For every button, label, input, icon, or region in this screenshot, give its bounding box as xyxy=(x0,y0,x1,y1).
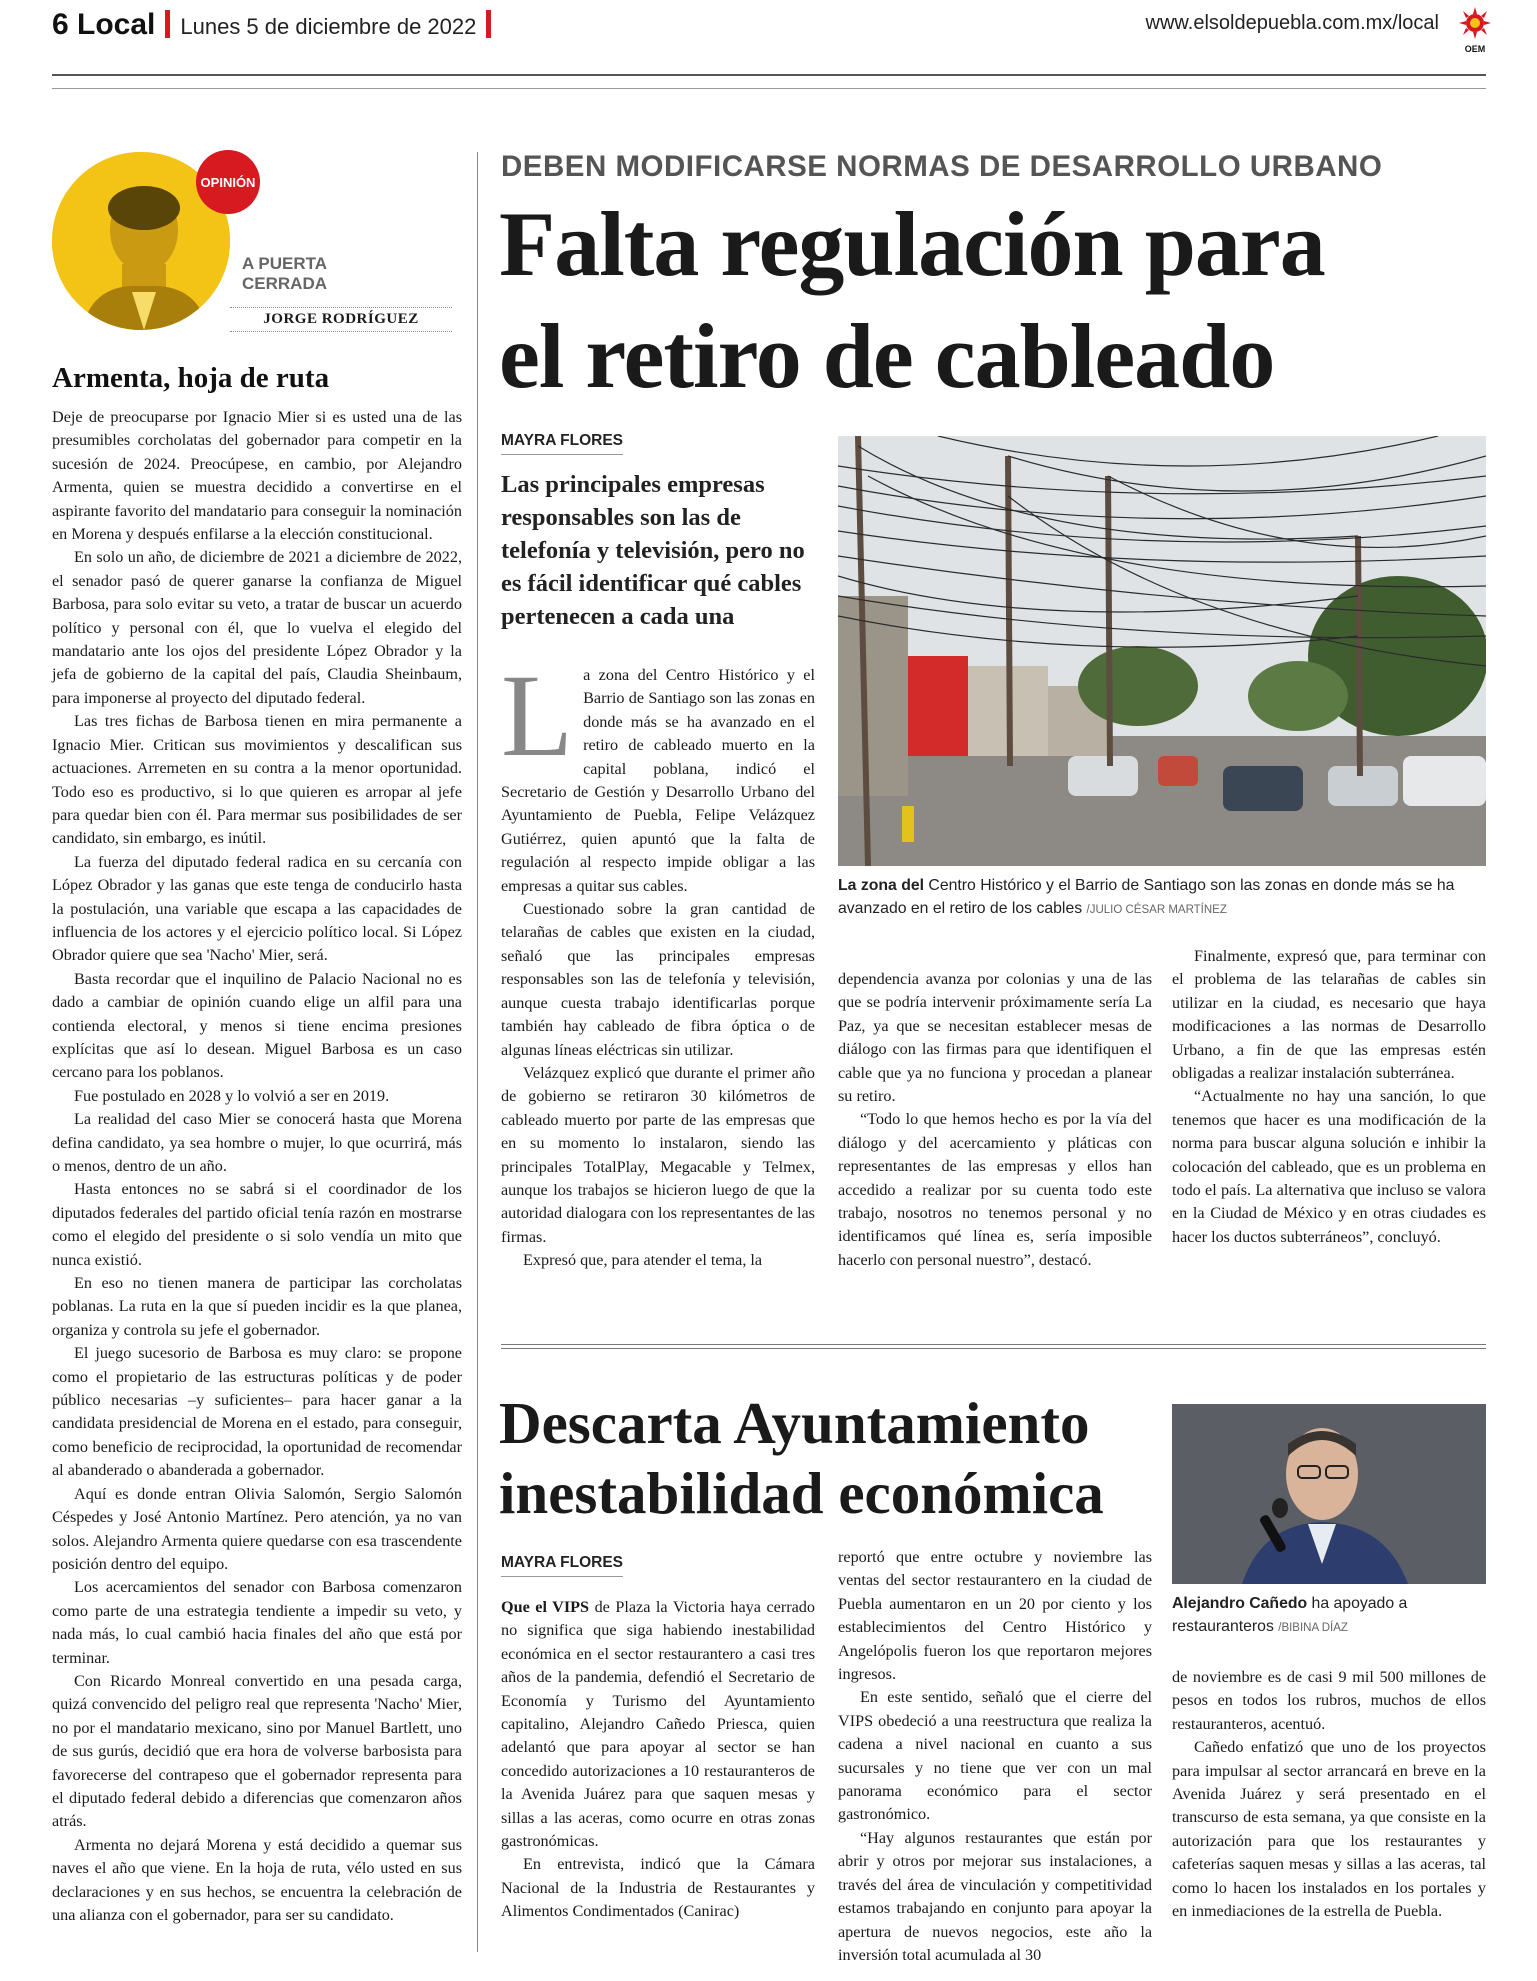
logo-text: OEM xyxy=(1464,44,1486,54)
caption-text: ha apoyado a restauranteros xyxy=(1172,1595,1408,1635)
article1-paragraph: Velázquez explicó que durante el primer año de gobierno se retiraron 30 kilómetros de cableado muerto por parte de las empresas que en su momento lo instalaron, siendo las principales TotalPlay, Megacable y Telmex, aunque los trabajos se hicieron luego de que la autoridad dialogara con los representantes de las firmas. xyxy=(501,1063,815,1246)
article2-column-2 xyxy=(838,1546,1152,1967)
canedo-photo xyxy=(1172,1404,1486,1584)
article1-column-3 xyxy=(1172,945,1486,1249)
article2-caption xyxy=(1172,1592,1486,1640)
opinion-badge: OPINIÓN xyxy=(196,150,260,214)
red-divider xyxy=(486,10,491,38)
article1-author: MAYRA FLORES xyxy=(501,432,623,455)
opinion-paragraph: Fue postulado en 2028 y lo volvió a ser en 2019. xyxy=(74,1086,390,1105)
article1-lead-paragraph xyxy=(501,650,815,898)
site-url[interactable]: www.elsoldepuebla.com.mx/local xyxy=(1145,12,1439,34)
opinion-paragraph: Aquí es donde entran Olivia Salomón, Sergio Salomón Céspedes y José Antonio Martínez. Pero atención, ya no van solos. Alejandro Armenta quiere quedarse con esa trascendente posición dentro del equipo. xyxy=(52,1484,462,1573)
article2-paragraph: En este sentido, señaló que el cierre del VIPS obedeció a una reestructura que realiza la cadena a nivel nacional en cuanto a sus sucursales y no tiene que ver con un mal panorama económico para el sector gastronómico. xyxy=(838,1688,1152,1824)
columnist-byline: JORGE RODRÍGUEZ xyxy=(230,307,452,332)
article1-lead-text: a zona del Centro Histórico y el Barrio de Santiago son las zonas en donde más se ha avanzado en el retiro de cableado muerto en la capital poblana, indicó el Secretario de Gestión y Desarrollo Urbano del Ayuntamiento de Puebla, Felipe Velázquez Gutiérrez, quien apuntó que la falta de regulación al respecto impide obligar a las empresas a quitar sus cables. xyxy=(501,666,815,895)
article2-paragraph: “Hay algunos restaurantes que están por abrir y otros por mejorar sus instalaciones, a través del área de vinculación y competitividad estamos trabajando en conjunto para apoyar la apertura de nuevos negocios, este año la inversión total acumulada al 30 xyxy=(838,1828,1152,1964)
opinion-body xyxy=(52,406,462,1927)
article1-paragraph: Finalmente, expresó que, para terminar con el problema de las telarañas de cables sin utilizar en la ciudad, es necesario que haya modificaciones a las normas de Desarrollo Urbano, a fin de que las empresas estén obligadas a realizar instalación subterránea. xyxy=(1172,947,1486,1083)
opinion-paragraph: Armenta no dejará Morena y está decidido a quemar sus naves el año que viene. En la hoja de ruta, vélo usted en sus declaraciones y en sus hechos, se encuentra la celebración de una alianza con el gobernador, para ser su candidato. xyxy=(52,1835,462,1924)
caption-lead: Alejandro Cañedo xyxy=(1172,1595,1308,1612)
section-separator xyxy=(501,1344,1486,1349)
article1-paragraph: “Todo lo que hemos hecho es por la vía del diálogo y del acercamiento y pláticas con representantes de las empresas y ellos han accedido a realizar por su cuenta todo este trabajo, nosotros no tenemos personal y no identificamos qué línea es, sería imposible hacerlo con personal nuestro”, destacó. xyxy=(838,1110,1152,1269)
column-name-line-2: CERRADA xyxy=(242,274,327,293)
photo-credit: /JULIO CÉSAR MARTÍNEZ xyxy=(1086,904,1227,916)
opinion-title: Armenta, hoja de ruta xyxy=(52,362,330,394)
opinion-paragraph: Las tres fichas de Barbosa tienen en mira permanente a Ignacio Mier. Critican sus movimientos y descalifican sus actuaciones. Arremeten en su contra a la menor oportunidad. Todo eso es productivo, si lo que quieren es arropar al jefe para quedar bien con él. Para mermar sus posibilidades de ser candidato, sin embargo, es inútil. xyxy=(52,712,462,848)
sun-logo-icon xyxy=(1455,6,1495,54)
page-header-left xyxy=(52,6,501,42)
article1-headline xyxy=(499,188,1325,412)
article2-column-1 xyxy=(501,1596,815,1924)
opinion-paragraph: La realidad del caso Mier se conocerá hasta que Morena defina candidato, ya sea hombre o mujer, lo que ocurrirá, más o menos, dentro de un año. xyxy=(52,1110,462,1175)
article1-headline-line-2: el retiro de cableado xyxy=(499,305,1275,407)
column-divider xyxy=(477,152,478,1952)
cables-street-photo xyxy=(838,436,1486,866)
header-rule-thin xyxy=(52,88,1486,89)
article1-caption xyxy=(838,874,1486,922)
article1-paragraph: “Actualmente no hay una sanción, lo que tenemos que hacer es una modificación de la norma para buscar alguna solución e inhibir la colocación del cableado, que es un problema en todo el país. La alternativa que incluso se valora en la Ciudad de México y en otras ciudades es hacer los ductos subterráneos”, concluyó. xyxy=(1172,1087,1486,1246)
header-rule xyxy=(52,74,1486,76)
page-section: 6 Local xyxy=(52,8,156,41)
article1-headline-line-1: Falta regulación para xyxy=(499,193,1325,295)
article2-paragraph: En entrevista, indicó que la Cámara Nacional de la Industria de Restaurantes y Alimentos Condimentados (Canirac) xyxy=(501,1855,815,1921)
article2-author: MAYRA FLORES xyxy=(501,1554,623,1577)
article1-paragraph: dependencia avanza por colonias y una de las que se podría intervenir próximamente sería La Paz, ya que se necesitan establecer mesas de diálogo con las firmas para que identifiquen el cable que ya no funciona y procedan a planear su retiro. xyxy=(838,970,1152,1106)
article1-kicker: DEBEN MODIFICARSE NORMAS DE DESARROLLO URBANO xyxy=(501,150,1383,183)
caption-text: Centro Histórico y el Barrio de Santiago son las zonas en donde más se ha avanzado en el retiro de los cables xyxy=(838,877,1455,917)
article2-headline-line-2: inestabilidad económica xyxy=(499,1460,1104,1526)
article2-headline-line-1: Descarta Ayuntamiento xyxy=(499,1390,1090,1456)
article2-column-3 xyxy=(1172,1666,1486,1923)
opinion-paragraph: Hasta entonces no se sabrá si el coordinador de los diputados federales del partido oficial tenía razón en mostrarse como el elegido del presidente o si solo vendía un mito que nunca existió. xyxy=(52,1180,462,1269)
opinion-paragraph: El juego sucesorio de Barbosa es muy claro: se propone como el propietario de las estructuras políticas y de poder público necesarias –y suficientes– para hacer ganar a la candidata presidencial de Morena en el estado, para conseguir, como beneficio de reciprocidad, la oportunidad de recomendar al abanderado o abanderada a gobernador. xyxy=(52,1344,462,1480)
column-name xyxy=(242,254,372,294)
opinion-paragraph: Basta recordar que el inquilino de Palacio Nacional no es dado a cambiar de opinión cuando elige un alfil para una contienda electoral, y menos si tiene encima presiones explícitas que así lo desean. Miguel Barbosa es un caso cercano para los poblanos. xyxy=(52,969,462,1082)
opinion-paragraph: En eso no tienen manera de participar las corcholatas poblanas. La ruta en la que sí pueden incidir es la que planea, organiza y controla su jefe el gobernador. xyxy=(52,1274,462,1339)
red-divider xyxy=(165,10,170,38)
article1-paragraph: Cuestionado sobre la gran cantidad de telarañas de cables que existen en la ciudad, señaló que las principales empresas responsables son las de telefonía y televisión, aunque cuesta trabajo identificarlas porque también hay cableado de fibra óptica o de algunas líneas eléctricas sin utilizar. xyxy=(501,900,815,1059)
article1-column-2 xyxy=(838,968,1152,1272)
article2-paragraph: reportó que entre octubre y noviembre las ventas del sector restaurantero en la ciudad de Puebla aumentaron en un 20 por ciento y los establecimientos del Centro Histórico y Angelópolis fueron los que reportaron mejores ingresos. xyxy=(838,1548,1152,1684)
article2-lead-text: de Plaza la Victoria haya cerrado no significa que siga habiendo inestabilidad económica en el sector restaurantero a casi tres años de la pandemia, defendió el Secretario de Economía y Turismo del Ayuntamiento capitalino, Alejandro Cañedo Priesca, quien adelantó que para apoyar al sector se han concedido autorizaciones a 10 restauranteros de la Avenida Juárez para que saquen mesas y sillas a las aceras, como ocurre en otras zonas gastronómicas. xyxy=(501,1598,815,1851)
page-date: Lunes 5 de diciembre de 2022 xyxy=(180,14,477,39)
opinion-paragraph: Con Ricardo Monreal convertido en una pesada carga, quizá convencido del peligro real que representa 'Nacho' Mier, no por el mandatario mexicano, sino por Manuel Bartlett, uno de sus gurús, decidió que era hora de volverse barbosista para favorecerse del contrapeso que el gobernador representa para el diputado federal debido a diferencias que comenzaron años atrás. xyxy=(52,1671,462,1831)
column-name-line-1: A PUERTA xyxy=(242,254,327,273)
opinion-paragraph: Deje de preocuparse por Ignacio Mier si es usted una de las presumibles corcholatas del gobernador para competir en la sucesión de 2024. Preocúpese, en cambio, por Alejandro Armenta, quien se muestra decidido a convertirse en el aspirante favorito del mandatario para conseguir la nominación en Morena y después enfilarse a la elección constitucional. xyxy=(52,408,462,544)
article2-lead-in: Que el VIPS xyxy=(501,1598,590,1616)
article1-column-1 xyxy=(501,650,815,1273)
article2-lead-paragraph xyxy=(501,1596,815,1853)
drop-cap: L xyxy=(501,650,574,781)
opinion-paragraph: La fuerza del diputado federal radica en su cercanía con López Obrador y las ganas que este tenga de conducirlo hasta la postulación, una variable que escapa a las capacidades de influencia de los actores y el ejercicio político local. Si López Obrador quiere que sea 'Nacho' Mier, será. xyxy=(52,852,462,965)
photo-credit: /BIBINA DÍAZ xyxy=(1278,1622,1348,1634)
article2-paragraph: Cañedo enfatizó que uno de los proyectos para impulsar al sector arrancará en breve en la Avenida Juárez y será presentado en el transcurso de esta semana, ya que consiste en la autorización para que los restaurantes y cafeterías saquen mesas y sillas a las aceras, tal como lo hacen los instalados en los portales y en inmediaciones de la estrella de Puebla. xyxy=(1172,1738,1486,1921)
opinion-paragraph: En solo un año, de diciembre de 2021 a diciembre de 2022, el senador pasó de querer ganarse la confianza de Miguel Barbosa, para solo evitar su veto, a tratar de buscar un acuerdo político y personal con él, que lo vuelva el elegido del mandatario ante los ojos del presidente López Obrador y la jefa de gobierno de la capital del país, Claudia Sheinbaum, para imponerse al proyecto del diputado federal. xyxy=(52,548,462,707)
article1-deck: Las principales empresas responsables son las de telefonía y televisión, pero no es fácil identificar qué cables pertenecen a cada una xyxy=(501,471,805,630)
article2-paragraph: de noviembre es de casi 9 mil 500 millones de pesos en todos los rubros, muchos de ellos restauranteros, acentuó. xyxy=(1172,1668,1486,1733)
opinion-paragraph: Los acercamientos del senador con Barbosa comenzaron como parte de una estrategia tendiente a impedir su veto, y nada más, lo cual cambió hacia finales del año que está por terminar. xyxy=(52,1578,462,1667)
article2-headline xyxy=(499,1388,1104,1528)
caption-lead: La zona del xyxy=(838,877,925,894)
article1-paragraph: Expresó que, para atender el tema, la xyxy=(523,1251,763,1270)
